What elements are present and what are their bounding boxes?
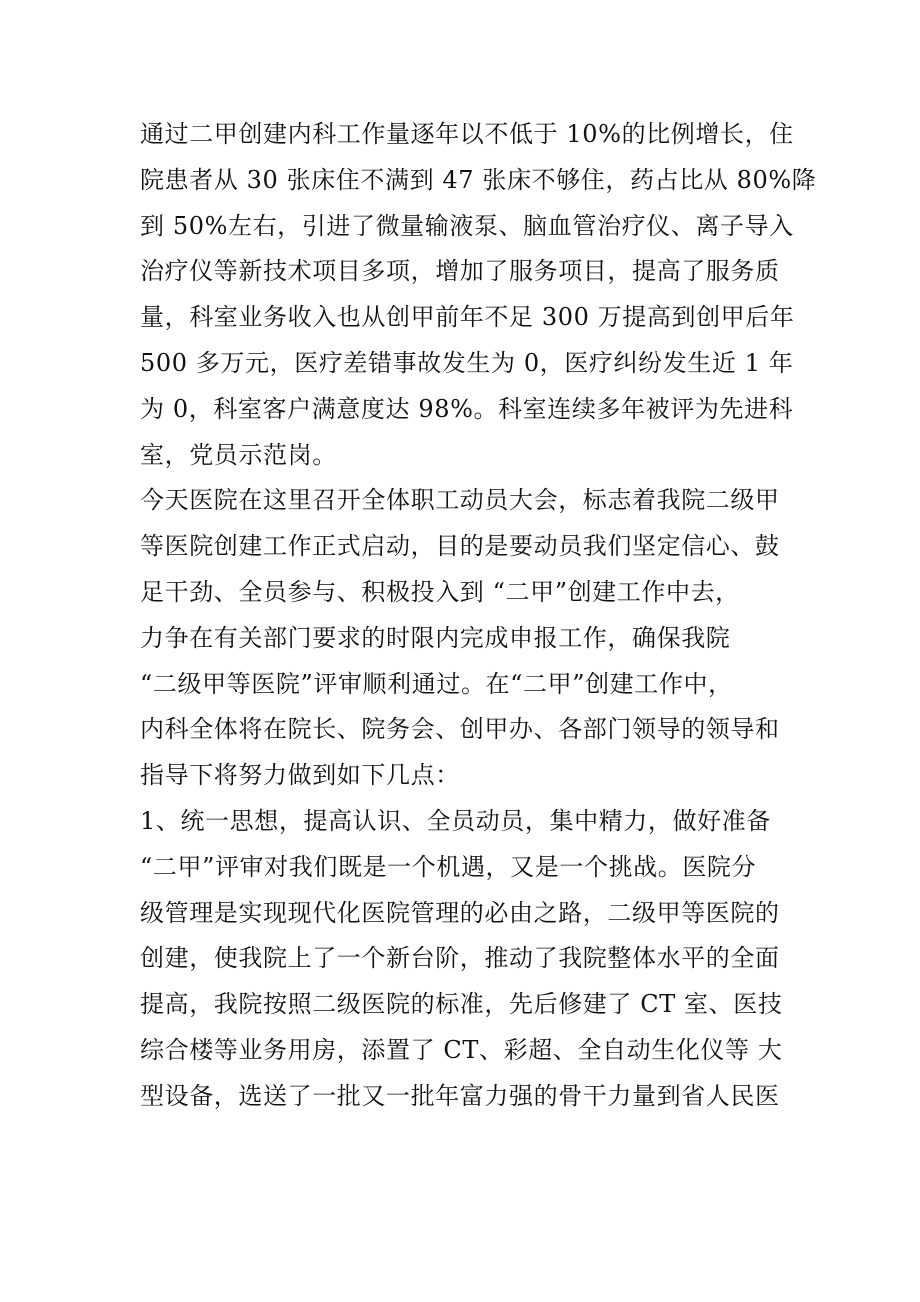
text-line: 力争在有关部门要求的时限内完成申报工作，确保我院 (140, 623, 731, 652)
text-line: 为 0，科室客户满意度达 98%。科室连续多年被评为先进科 (140, 394, 794, 423)
text-line: 今天医院在这里召开全体职工动员大会，标志着我院二级甲 (140, 486, 780, 515)
text-line: 量，科室业务收入也从创甲前年不足 300 万提高到创甲后年 (140, 303, 795, 332)
text-line: 到 50%左右，引进了微量输液泵、脑血管治疗仪、离子导入 (140, 211, 794, 240)
text-line: 1、统一思想，提高认识、全员动员，集中精力，做好准备 (140, 806, 771, 835)
text-line: “二甲”评审对我们既是一个机遇，又是一个挑战。医院分 (140, 852, 757, 881)
text-line: “二级甲等医院”评审顺利通过。在“二甲”创建工作中， (140, 669, 733, 698)
text-line: 室，党员示范岗。 (140, 440, 337, 469)
text-line: 足干劲、全员参与、积极投入到 “二甲”创建工作中去， (140, 577, 740, 606)
text-line: 等医院创建工作正式启动，目的是要动员我们坚定信心、鼓 (140, 532, 780, 561)
document-body (140, 112, 817, 1120)
text-line: 治疗仪等新技术项目多项，增加了服务项目，提高了服务质 (140, 257, 780, 286)
text-line: 指导下将努力做到如下几点： (140, 761, 460, 790)
text-line: 500 多万元，医疗差错事故发生为 0，医疗纠纷发生近 1 年 (140, 348, 794, 377)
text-line: 创建，使我院上了一个新台阶，推动了我院整体水平的全面 (140, 944, 780, 973)
text-line: 院患者从 30 张床住不满到 47 张床不够住，药占比从 80%降 (140, 165, 817, 194)
text-line: 内科全体将在院长、院务会、创甲办、各部门领导的领导和 (140, 715, 780, 744)
text-line: 通过二甲创建内科工作量逐年以不低于 10%的比例增长，住 (140, 120, 794, 148)
text-line: 级管理是实现现代化医院管理的必由之路，二级甲等医院的 (140, 898, 780, 927)
text-line: 综合楼等业务用房，添置了 CT、彩超、全自动生化仪等 大 (140, 1035, 783, 1064)
text-line: 型设备，选送了一批又一批年富力强的骨干力量到省人民医 (140, 1081, 780, 1110)
text-line: 提高，我院按照二级医院的标准，先后修建了 CT 室、医技 (140, 990, 783, 1019)
